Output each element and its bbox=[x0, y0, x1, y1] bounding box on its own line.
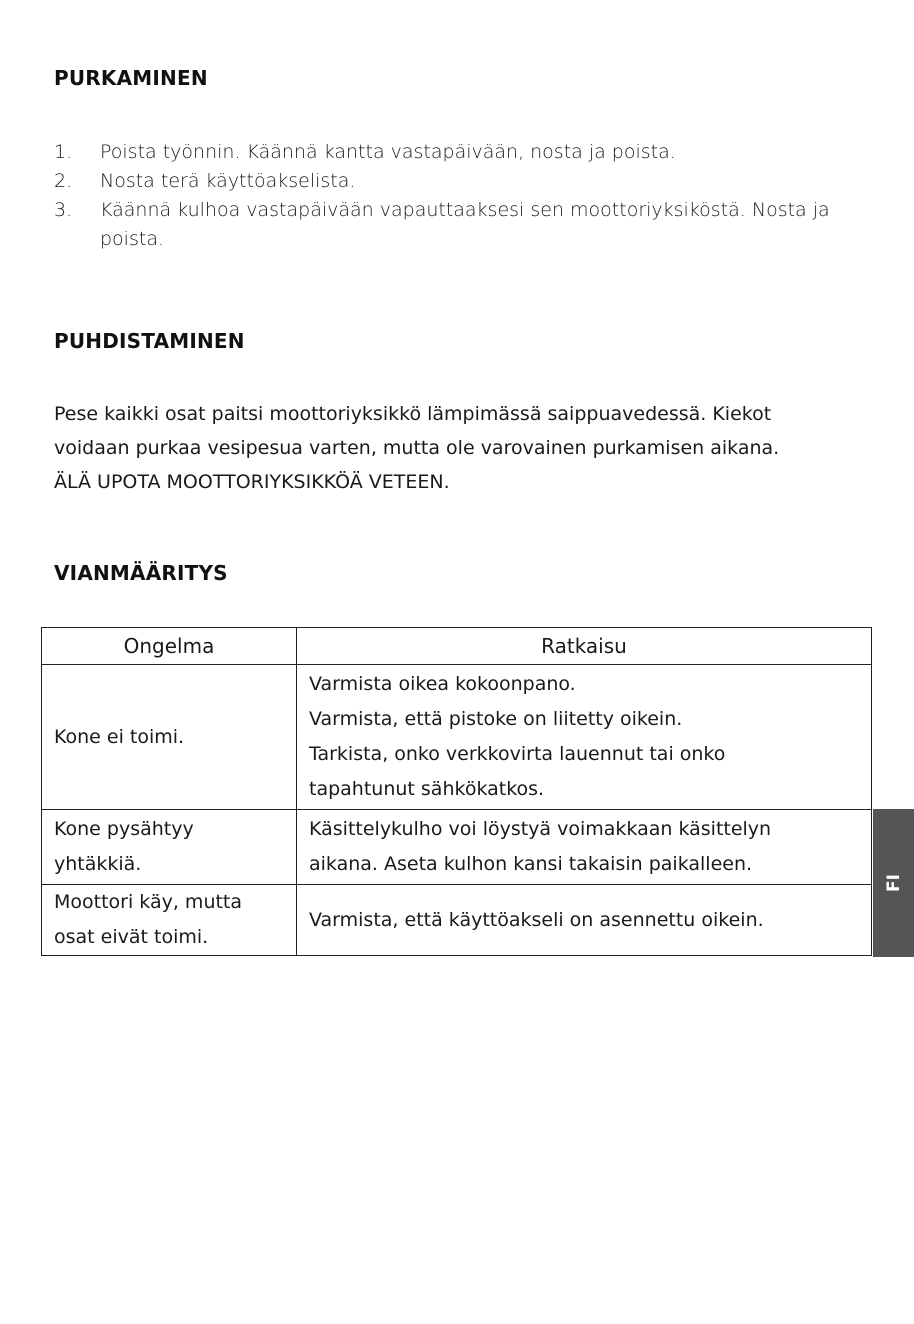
problem-text: Kone pysähtyy bbox=[54, 818, 194, 840]
cleaning-line: Pese kaikki osat paitsi moottoriyksikkö lämpimässä saippuavedessä. Kiekot bbox=[54, 403, 772, 425]
solution-text: tapahtunut sähkökatkos. bbox=[309, 778, 545, 800]
step-text: Käännä kulhoa vastapäivään vapauttaaksesi sen moottoriyksiköstä. Nosta ja poista. bbox=[100, 199, 830, 250]
solution-text: aikana. Aseta kulhon kansi takaisin paikalleen. bbox=[309, 853, 753, 875]
cleaning-warning: ÄLÄ UPOTA MOOTTORIYKSIKKÖÄ VETEEN. bbox=[54, 471, 450, 493]
language-tab-label: FI bbox=[883, 874, 904, 892]
column-header-problem: Ongelma bbox=[42, 628, 297, 665]
problem-text: osat eivät toimi. bbox=[54, 926, 209, 948]
problem-cell bbox=[42, 665, 297, 810]
step-number: 3. bbox=[54, 199, 73, 221]
table-row bbox=[42, 810, 872, 885]
cleaning-line: voidaan purkaa vesipesua varten, mutta ole varovainen purkamisen aikana. bbox=[54, 437, 780, 459]
step-text: Nosta terä käyttöakselista. bbox=[100, 170, 356, 192]
section-title-disassembly: PURKAMINEN bbox=[54, 66, 208, 90]
troubleshooting-table bbox=[41, 627, 872, 956]
solution-text: Varmista oikea kokoonpano. bbox=[309, 673, 576, 695]
step-number: 1. bbox=[54, 141, 73, 163]
column-header-solution: Ratkaisu bbox=[297, 628, 872, 665]
step-item bbox=[54, 167, 854, 196]
table-header-row bbox=[42, 628, 872, 665]
step-item bbox=[54, 196, 854, 254]
problem-text: Moottori käy, mutta bbox=[54, 891, 243, 913]
table-row bbox=[42, 885, 872, 956]
cleaning-paragraph bbox=[54, 397, 874, 499]
problem-cell bbox=[42, 810, 297, 885]
step-number: 2. bbox=[54, 170, 73, 192]
problem-cell bbox=[42, 885, 297, 956]
problem-text: Kone ei toimi. bbox=[54, 725, 185, 748]
step-item bbox=[54, 138, 854, 167]
problem-text: yhtäkkiä. bbox=[54, 853, 142, 875]
disassembly-steps bbox=[54, 138, 854, 254]
language-tab bbox=[873, 809, 914, 957]
table-row bbox=[42, 665, 872, 810]
solution-text: Käsittelykulho voi löystyä voimakkaan käsittelyn bbox=[309, 818, 772, 840]
solution-cell bbox=[297, 810, 872, 885]
section-title-troubleshooting: VIANMÄÄRITYS bbox=[54, 561, 228, 585]
solution-text: Tarkista, onko verkkovirta lauennut tai onko bbox=[309, 743, 726, 765]
section-title-cleaning: PUHDISTAMINEN bbox=[54, 329, 245, 353]
solution-cell bbox=[297, 885, 872, 956]
solution-text: Varmista, että pistoke on liitetty oikein. bbox=[309, 708, 683, 730]
solution-cell bbox=[297, 665, 872, 810]
step-text: Poista työnnin. Käännä kantta vastapäivään, nosta ja poista. bbox=[100, 141, 676, 163]
solution-text: Varmista, että käyttöakseli on asennettu oikein. bbox=[309, 908, 764, 931]
